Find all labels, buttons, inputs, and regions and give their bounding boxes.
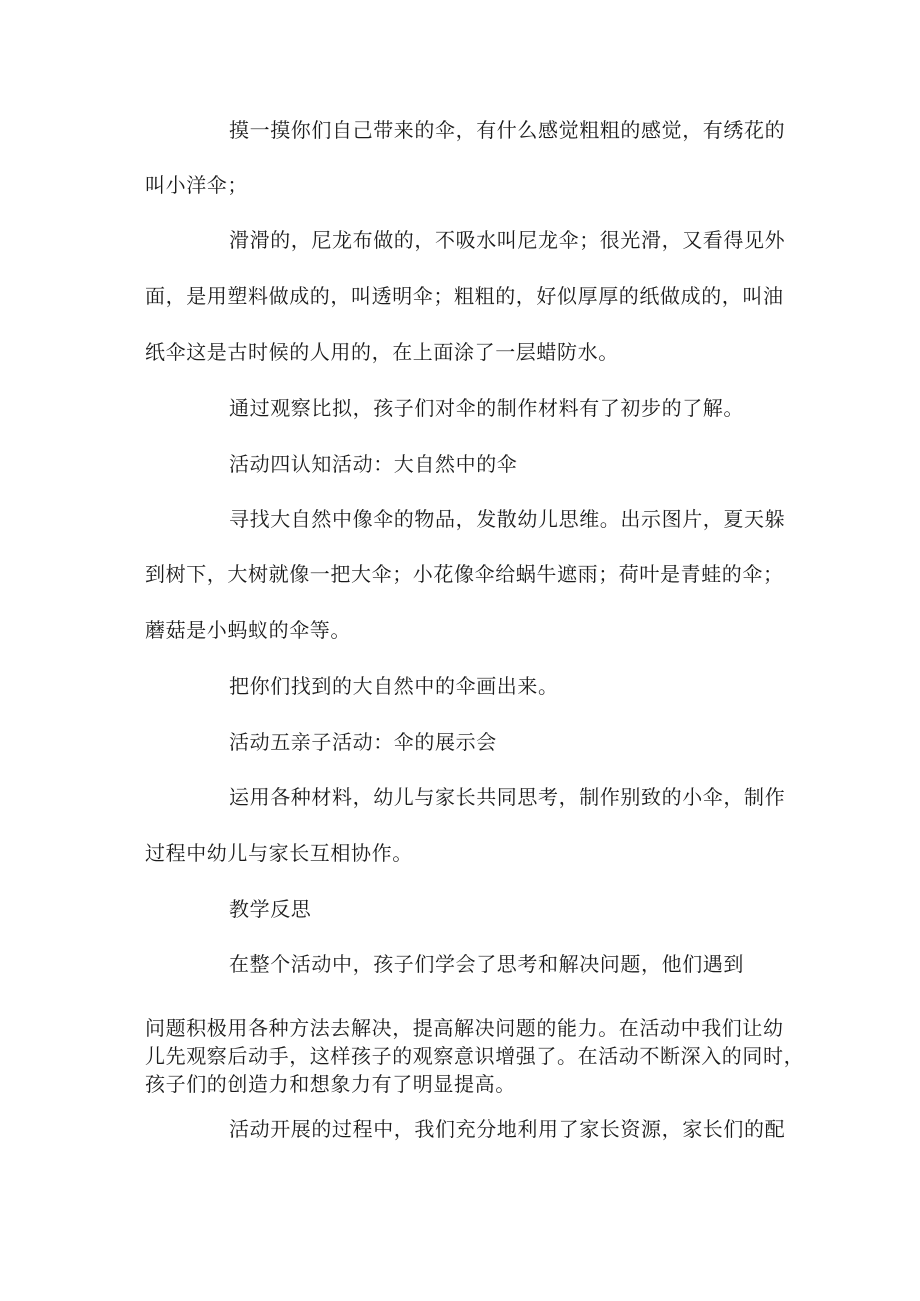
paragraph-line: 面，是用塑料做成的，叫透明伞；粗粗的，好似厚厚的纸做成的，叫油 xyxy=(145,284,784,308)
paragraph-line: 叫小洋伞； xyxy=(145,173,248,197)
paragraph-line: 滑滑的，尼龙布做的，不吸水叫尼龙伞；很光滑，又看得见外 xyxy=(229,228,786,252)
paragraph-line: 活动开展的过程中，我们充分地利用了家长资源，家长们的配 xyxy=(229,1117,786,1141)
paragraph-line: 运用各种材料，幼儿与家长共同思考，制作别致的小伞，制作 xyxy=(229,785,786,809)
paragraph-line: 寻找大自然中像伞的物品，发散幼儿思维。出示图片，夏天躲 xyxy=(229,507,786,531)
paragraph-line: 儿先观察后动手，这样孩子的观察意识增强了。在活动不断深入的同时， xyxy=(145,1044,805,1068)
paragraph-line: 到树下，大树就像一把大伞；小花像伞给蜗牛遮雨；荷叶是青蛙的伞； xyxy=(145,562,784,586)
paragraph-line: 蘑菇是小蚂蚁的伞等。 xyxy=(145,618,351,642)
paragraph-line: 问题积极用各种方法去解决，提高解决问题的能力。在活动中我们让幼 xyxy=(145,1016,784,1040)
reflection-paragraph xyxy=(145,1014,805,1098)
paragraph-line: 通过观察比拟，孩子们对伞的制作材料有了初步的了解。 xyxy=(229,396,744,420)
section-heading: 教学反思 xyxy=(229,897,312,921)
paragraph-line: 在整个活动中，孩子们学会了思考和解决问题，他们遇到 xyxy=(229,952,744,976)
paragraph-line: 过程中幼儿与家长互相协作。 xyxy=(145,841,413,865)
paragraph-line: 孩子们的创造力和想象力有了明显提高。 xyxy=(145,1072,516,1096)
paragraph-line: 把你们找到的大自然中的伞画出来。 xyxy=(229,674,559,698)
paragraph-line: 摸一摸你们自己带来的伞，有什么感觉粗粗的感觉，有绣花的 xyxy=(229,118,786,142)
paragraph-line: 纸伞这是古时候的人用的，在上面涂了一层蜡防水。 xyxy=(145,340,619,364)
section-heading: 活动五亲子活动：伞的展示会 xyxy=(229,730,497,754)
section-heading: 活动四认知活动：大自然中的伞 xyxy=(229,452,518,476)
